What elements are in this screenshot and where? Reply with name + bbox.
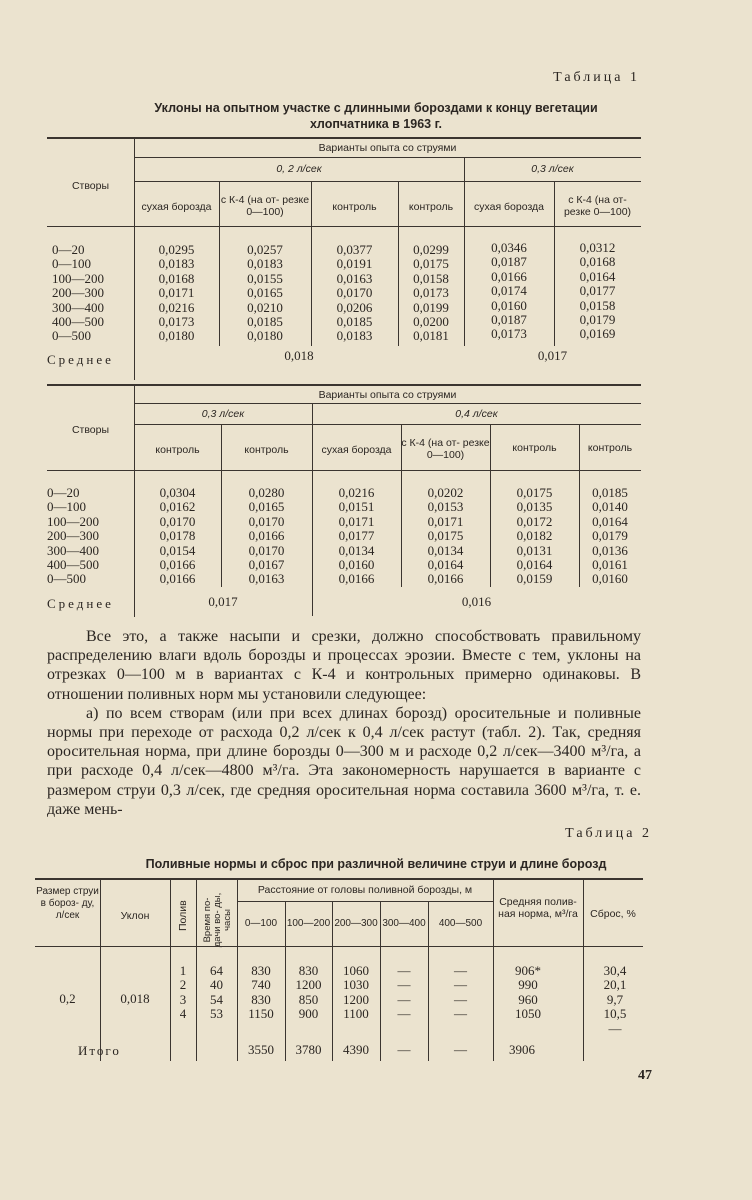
header-sbros: Сброс, % [590,908,636,920]
col-header-k4: с К-4 (на от- резке 0—100) [401,437,490,461]
dist-column: 1060 1030 1200 1100 [343,963,369,1022]
sbros-column: 30,4 20,1 9,7 10,5 — [603,963,627,1036]
table1-label: Таблица 1 [553,70,640,85]
total-value: 3906 [509,1042,535,1057]
col-header-control: контроль [408,201,454,213]
stub-header: Створы [71,424,110,436]
data-column: 0,0216 0,0151 0,0171 0,0177 0,0134 0,0160 0,0166 [338,485,375,587]
data-column: 0,0257 0,0183 0,0155 0,0165 0,0210 0,0185 0,0180 [247,242,283,344]
total-value: — [454,1042,467,1057]
norm-column: 906* 990 960 1050 [515,963,541,1022]
table1-title-line2: хлопчатника в 1963 г. [309,117,443,131]
dist-column: — — — — [454,963,467,1022]
total-value: 3780 [295,1042,322,1057]
group-header-0-3: 0,3 л/сек [201,408,245,420]
table1-title-line1: Уклоны на опытном участке с длинными бороздами к концу вегетации [154,101,598,115]
header-size: Размер струи в бороз- ду, л/сек [36,886,99,921]
average-label: Среднее [47,596,114,611]
header-poliv: Полив [177,900,189,931]
header-distance: Расстояние от головы поливной борозды, м [257,884,473,896]
dist-col-header: 400—500 [438,918,483,929]
table2-label: Таблица 2 [565,826,652,841]
table2-title: Поливные нормы и сброс при различной величине струи и длине борозд [145,857,607,871]
col-header-dry: сухая борозда [321,444,392,456]
data-column: 0,0175 0,0135 0,0172 0,0182 0,0131 0,0164 0,0159 [516,485,553,587]
col-header-control: контроль [244,444,289,456]
average-value: 0,017 [208,594,238,609]
data-column: 0,0346 0,0187 0,0166 0,0174 0,0160 0,0187 0,0173 [491,240,527,342]
data-column: 0,0304 0,0162 0,0170 0,0178 0,0154 0,0166 0,0166 [159,485,196,587]
size-value: 0,2 [59,991,76,1006]
header-slope: Уклон [120,910,150,922]
col-header-control: контроль [332,201,377,213]
col-header-dry: сухая борозда [141,201,212,213]
time-column: 64 40 54 53 [210,963,223,1022]
station-column: 0—20 0—100 100—200 200—300 300—400 400—500 0—500 [47,485,99,587]
average-value: 0,017 [537,348,568,363]
dist-col-header: 300—400 [382,918,426,929]
slope-value: 0,018 [120,991,150,1006]
stub-header: Створы [71,180,110,192]
total-value: 4390 [343,1042,369,1057]
col-header-control: контроль [155,444,200,456]
col-header-control: контроль [587,442,633,454]
total-label: Итого [78,1043,121,1058]
col-header-k4: с К-4 (на от- резке 0—100) [563,194,632,218]
total-value: 3550 [248,1042,274,1057]
data-column: 0,0202 0,0153 0,0171 0,0175 0,0134 0,0164 0,0166 [427,485,464,587]
body-text [47,627,641,819]
header-time: Время по- дачи во- ды, часы [202,892,233,948]
variants-header: Варианты опыта со струями [318,142,457,154]
page-number: 47 [638,1068,652,1083]
data-column: 0,0280 0,0165 0,0170 0,0166 0,0170 0,0167 0,0163 [248,485,285,587]
data-column: 0,0377 0,0191 0,0163 0,0170 0,0206 0,0185 0,0183 [336,242,373,344]
paragraph: а) по всем створам (или при всех длинах борозд) оросительные и поливные нормы при переходе от расхода 0,2 л/сек к 0,4 л/сек растут (табл. 2). Так, средняя оросительная норма, при длине борозды 0—300 м и расходе 0,2 л/сек—3400 м³/га, а при расходе 0,4 л/сек—4800 м³/га. Эта закономерность нарушается в варианте с размером струи 0,3 л/сек, где средняя оросительная норма составила 3600 м³/га, т. е. даже мень- [47,704,641,818]
average-value: 0,018 [284,348,314,363]
group-header-0-2: 0, 2 л/сек [276,163,322,175]
poliv-column: 1 2 3 4 [179,963,187,1022]
dist-column: 830 1200 850 900 [295,963,322,1022]
col-header-k4: с К-4 (на от- резке 0—100) [220,194,310,218]
variants-header: Варианты опыта со струями [318,389,457,401]
header-norm: Средняя полив- ная норма, м³/га [498,896,578,920]
total-value: — [397,1042,411,1057]
data-column: 0,0312 0,0168 0,0164 0,0177 0,0158 0,0179 0,0169 [579,240,616,342]
data-column: 0,0185 0,0140 0,0164 0,0179 0,0136 0,0161 0,0160 [592,485,628,587]
dist-column: 830 740 830 1150 [248,963,274,1022]
dist-col-header: 0—100 [244,918,278,929]
col-header-dry: сухая борозда [473,201,545,213]
group-header-0-3: 0,3 л/сек [531,163,574,175]
col-header-control: контроль [512,442,557,454]
dist-column: — — — — [397,963,411,1022]
station-column: 0—20 0—100 100—200 200—300 300—400 400—500 0—500 [52,242,104,344]
dist-col-header: 100—200 [286,918,331,929]
dist-col-header: 200—300 [334,918,378,929]
average-value: 0,016 [461,594,492,609]
data-column: 0,0299 0,0175 0,0158 0,0173 0,0199 0,0200 0,0181 [413,242,449,344]
data-column: 0,0295 0,0183 0,0168 0,0171 0,0216 0,0173 0,0180 [158,242,195,344]
average-label: Среднее [47,352,114,367]
group-header-0-4: 0,4 л/сек [455,408,498,420]
paragraph: Все это, а также насыпи и срезки, должно способствовать правильному распределению влаги вдоль борозды и процессах эрозии. Вместе с тем, уклоны на отрезках 0—100 м в вариантах с К-4 и контрольных примерно одинаковы. В отношении поливных норм мы установили следующее: [47,628,641,703]
